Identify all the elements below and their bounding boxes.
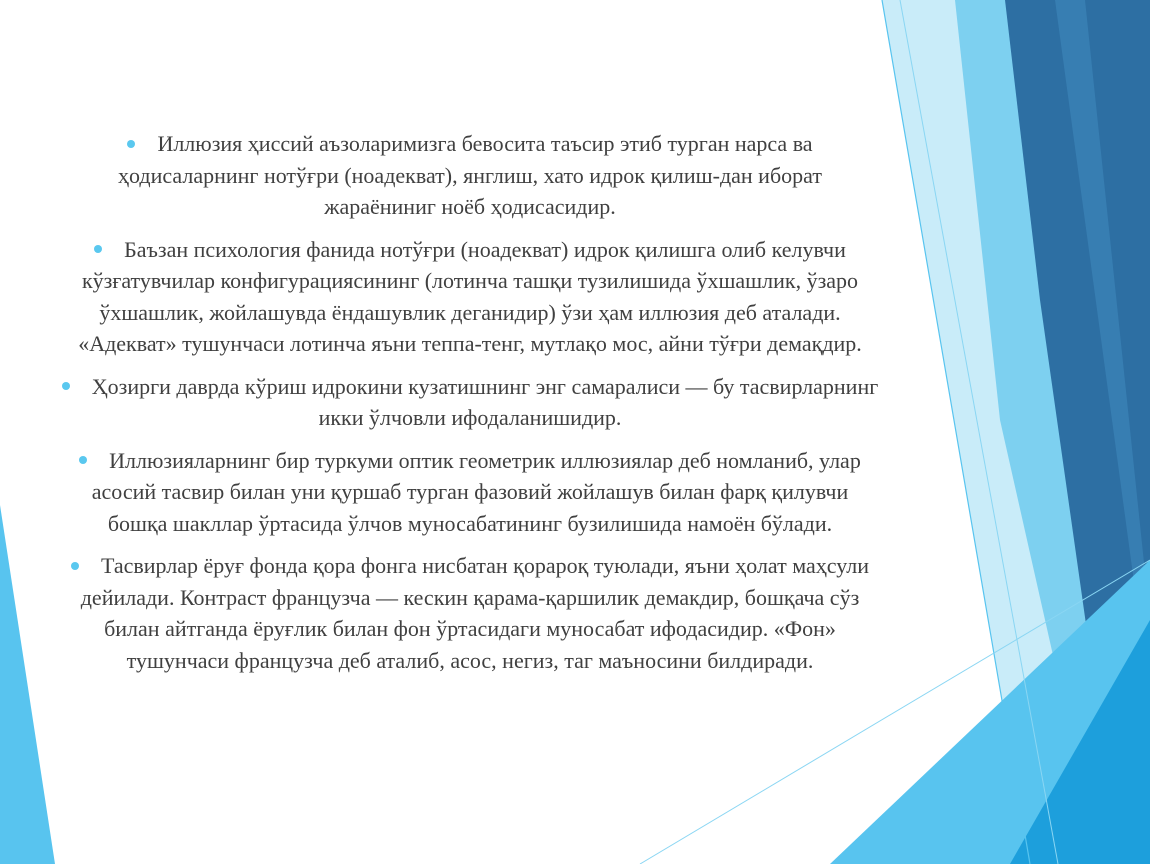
left-edge-accent: [0, 505, 55, 864]
bullet-icon: [94, 245, 102, 253]
bullet-paragraph-1: [60, 128, 880, 223]
bullet-paragraph-3: [60, 371, 880, 434]
paragraph-text: Иллюзия ҳиссий аъзоларимизга бевосита таъсир этиб турган нарса ва ҳодисаларнинг нотўғри (ноадекват), янглиш, хато идрок қилиш-дан иборат жараёниниг ноёб ҳодисасидир.: [118, 131, 822, 219]
bullet-paragraph-5: [60, 550, 880, 676]
paragraph-text: Тасвирлар ёруғ фонда қора фонга нисбатан қорароқ туюлади, яъни ҳолат маҳсули дейилади. Контраст французча — кескин қарама-қаршилик демакдир, бошқача сўз билан айтганда ёруғлик билан фон ўртасидаги муносабат ифодасидир. «Фон» тушунчаси французча деб аталиб, асос, негиз, таг маъносини билдиради.: [80, 553, 870, 673]
paragraph-text: Иллюзияларнинг бир туркуми оптик геометрик иллюзиялар деб номланиб, улар асосий тасвир билан уни қуршаб турган фазовий жойлашув билан фарқ қилувчи бошқа шакллар ўртасида ўлчов муносабатининг бузилишида намоён бўлади.: [91, 447, 861, 536]
bullet-icon: [127, 140, 135, 148]
bullet-icon: [62, 382, 70, 390]
bullet-icon: [79, 456, 87, 464]
bullet-paragraph-2: [60, 234, 880, 360]
paragraph-text: Баъзан психология фанида нотўғри (ноадекват) идрок қилишга олиб келувчи кўзғатувчилар конфигурациясининг (лотинча ташқи тузилишида ўхшашлик, ўзаро ўхшашлик, жойлашувда ёндашувлик деганидир) ўзи ҳам иллюзия деб аталади. «Адекват» тушунчаси лотинча яъни теппа-тенг, мутлақо мос, айни тўғри демақдир.: [78, 236, 862, 356]
slide-content: [60, 128, 880, 687]
bullet-paragraph-4: [60, 445, 880, 540]
bullet-icon: [71, 562, 79, 570]
paragraph-text: Ҳозирги даврда кўриш идрокини кузатишнинг энг самаралиси — бу тасвирларнинг икки ўлчовли ифодаланишидир.: [91, 373, 879, 430]
